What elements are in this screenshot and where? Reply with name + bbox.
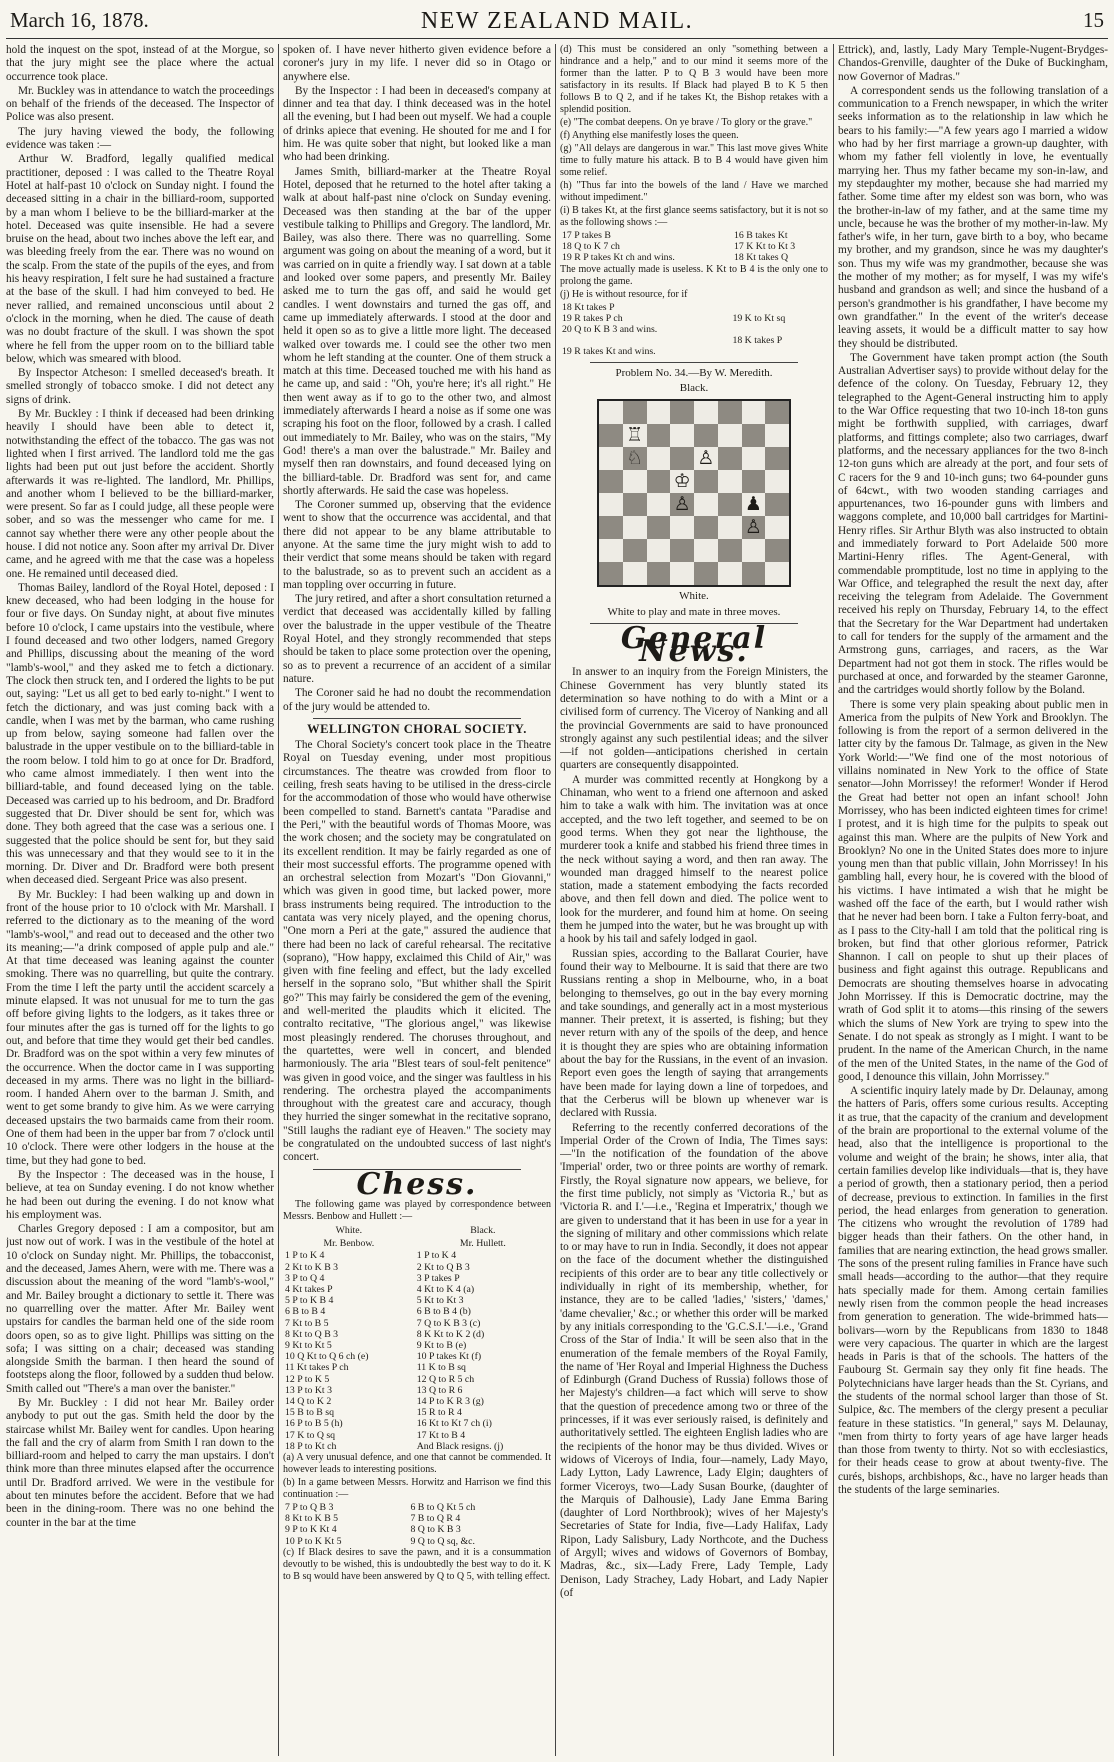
board-square — [694, 470, 718, 493]
choral-paragraph: The Choral Society's concert took place in the Theatre Royal on Tuesday evening, under most propitious circumstances. The theatre was crowded from floor to ceiling, fresh seats having to be utilised in the dress-circle for the accommodation of those who would have otherwise been compelled to stand. Barnett's cantata "Paradise and the Peri," with the beautiful words of Thomas Moore, was the work chosen; and the society may be congratulated on its excellent rendition. It may be fairly regarded as one of their most successful efforts. The programme opened with an orchestral selection from Mozart's "Don Giovanni," which was given in good time, but lacked power, more brass instruments being required. The introduction to the cantata was very nicely played, and the opening chorus, "One morn a Peri at the gate," assured the audience that there had been no lack of careful rehearsal. The recitative (soprano), "How happy, exclaimed this Child of Air," was given with fine feeling and effect, but the lady excelled herself in the soprano solo, "But whither shall the Spirit go?" This may fairly be considered the gem of the evening, and well-merited the plaudits which it elicited. The contralto recitative, "The glorious angel," was likewise most pleasingly rendered. The choruses throughout, and the quartettes, were well in concert, and blended harmoniously. The aria "Blest tears of soul-felt penitence" was given in good voice, and the singer was faultless in his rendering. The orchestra played the accompaniments throughout with the greatest care and accuracy, though they hurried the singer somewhat in the recitative soprano, "Still laughs the radiant eye of Heaven." The society may be congratulated on the undoubted success of last night's concert. — [283, 739, 551, 1164]
chess-note: (i) B takes Kt, at the first glance seems satisfactory, but it is not so as the following shows :— — [560, 205, 828, 228]
chess-piece-square: ♔ — [670, 470, 694, 493]
black-move: 18 Kt takes Q — [733, 252, 789, 264]
inquest-paragraph: By Mr. Buckley : I think if deceased had been drinking heavily I should have been able to detect it, notwithstanding the effect of the tobacco. The gas was not lighted when I first arrived. The landlord told me the gas lights had been put out just before the accident. Shortly afterwards it was re-lighted. The landlord, Mr. Phillips, and another whom I believed to be the billiard-marker, were present. So far as I could judge, all these people were sober, and so was the messenger who came for me. I cannot say whether there were any other people about the house. I did not notice any. Soon after my arrival Dr. Diver came, and he agreed with me that the case was a hopeless one. He remained until deceased died. — [6, 408, 274, 580]
chess-piece-square: ♖ — [623, 424, 647, 447]
news-paragraph: Ettrick), and, lastly, Lady Mary Temple-Nugent-Brydges-Chandos-Grenville, daughter of the Duke of Buckingham, now Governor of Madras." — [838, 44, 1108, 83]
masthead — [6, 6, 1108, 36]
board-square — [623, 470, 647, 493]
board-square — [765, 447, 789, 470]
board-square — [599, 401, 623, 424]
board-square — [742, 470, 766, 493]
news-paragraph: There is some very plain speaking about public men in America from the pulpits of New York and Brooklyn. The following is from the report of a sermon delivered in the latter city by the famous Dr. Talmage, as given in the New York World:—"We find one of the most notorious of villains nominated in New York to the office of State senator—John Morrissey! the reformer! Wonder if Herod the Great had better not open an infant school! John Morrissey, who has been indicted eighteen times for crime! I protest, and it is high time for the pulpits to speak out against this man. Where are the pulpits of New York and Brooklyn? No one in the United States does more to injure young men than that public villain, John Morrissey! In his gambling hall, every hour, he is covered with the blood of his victims. I have intimated a wish that he might be washed off the face of the earth, but I would rather wish that he never had been born. I take a Fulton ferry-boat, and as I pass to the City-hall I am told that the political ring is broken, but find that other glorious reformer, Patrick Shannon. I call on people to shut up their places of business and fight against this outrage. Republicans and Democrats are shouting themselves hoarse in advocating John Morrissey. If this is Democratic doctrine, may the wrath of God split it to atoms—this rinsing of the sewers which the slums of New York are trying to spew into the Senate. I do not speak as strongly as I might. I want to be prudent. In the name of the American Church, in the name of the men of the United States, in the name of the God of good, I denounce this villain, John Morrissey." — [838, 698, 1108, 1083]
inquest-paragraph: hold the inquest on the spot, instead of at the Morgue, so that the jury might see the place where the actual occurrence took place. — [6, 44, 274, 83]
black-move: 8 K Kt to K 2 (d) — [416, 1328, 485, 1340]
board-square — [599, 493, 623, 516]
column-3 — [560, 44, 828, 1756]
chess-note: (h) "Thus far into the bowels of the land / Have we marched without impediment." — [560, 180, 828, 203]
board-square — [599, 424, 623, 447]
move-row — [560, 335, 828, 346]
move-row — [283, 1374, 551, 1385]
move-row — [560, 324, 828, 335]
board-square — [623, 493, 647, 516]
black-move: 15 R to R 4 — [416, 1407, 462, 1419]
board-square — [765, 424, 789, 447]
inquest-paragraph: spoken of. I have never hitherto given evidence before a coroner's jury in my life. I never did so in Otago or anywhere else. — [283, 44, 551, 83]
chess-heading: Chess. — [356, 1166, 478, 1202]
chess-final-table — [560, 302, 828, 358]
board-square — [694, 562, 718, 585]
section-divider — [313, 718, 521, 719]
board-square — [742, 539, 766, 562]
move-row — [283, 1306, 551, 1317]
newspaper-title: NEW ZEALAND MAIL. — [420, 8, 694, 34]
inquest-paragraph: By Inspector Atcheson: I smelled deceased's breath. It smelled strongly of tobacco smoke. I did not detect any signs of drink. — [6, 367, 274, 406]
white-move: 5 P to K B 4 — [285, 1295, 334, 1307]
move-row — [283, 1318, 551, 1329]
board-square — [765, 493, 789, 516]
problem-title: Problem No. 34.—By W. Meredith. — [615, 366, 773, 379]
chess-note: (c) If Black desires to save the pawn, and it is a consummation devoutly to be wished, this is undoubtedly the best way to do it. K to B sq would have been answered by Q to Q 5, with telling effect. — [283, 1546, 551, 1582]
board-square — [718, 516, 742, 539]
white-move: 4 Kt takes P — [285, 1283, 333, 1295]
board-square — [647, 447, 671, 470]
white-move: 3 P to Q 4 — [285, 1272, 325, 1284]
board-square — [647, 562, 671, 585]
black-move: And Black resigns. (j) — [416, 1440, 504, 1452]
move-row — [283, 1273, 551, 1284]
column-rule — [833, 44, 834, 1756]
board-square — [765, 401, 789, 424]
inquest-paragraph: The jury having viewed the body, the following evidence was taken :— — [6, 125, 274, 152]
move-row — [283, 1340, 551, 1351]
board-square — [694, 493, 718, 516]
black-move: 13 Q to R 6 — [416, 1384, 463, 1396]
choral-heading: WELLINGTON CHORAL SOCIETY. — [307, 721, 527, 736]
white-move: 16 P to B 5 (h) — [285, 1418, 343, 1430]
inquest-paragraph: The Coroner summed up, observing that the evidence went to show that the occurrence was accidental, and that there did not appear to be any blame attributable to anyone. At the same time the jury might wish to add to their verdict that some means should be taken with regard to the balustrade, so as to prevent such an accident as a man toppling over occurring in future. — [283, 499, 551, 591]
chess-variation-table — [560, 230, 828, 264]
inquest-paragraph: Charles Gregory deposed : I am a compositor, but am just now out of work. I was in the vestibule of the hotel at 10 o'clock on Sunday night. Mr. Phillips, the tobacconist, and the deceased, James Ahern, were with me. There was a discussion about the meaning of the word "lamb's-wool," and Mr. Bailey brought a dictionary to settle it. There was no quarrelling over the matter. After Mr. Bailey went upstairs for candles the barman held one of the side room doors open, so as to give light. Phillips was sitting on the sofa; I was sitting on a chair; deceased was standing alongside Smith the barman. I then heard the sound of footsteps along the floor, followed by a sudden thud below. Smith called out "There's a man over the banister." — [6, 1223, 274, 1395]
black-move: 12 Q to R 5 ch — [416, 1373, 475, 1385]
black-side-label: Black. — [679, 381, 709, 394]
board-square — [718, 470, 742, 493]
move-row — [560, 302, 828, 313]
board-square — [623, 401, 647, 424]
white-move: 17 K to Q sq — [285, 1429, 336, 1441]
white-move: 19 R takes P ch — [562, 312, 623, 324]
black-move: 5 Kt to Kt 3 — [416, 1295, 464, 1307]
chess-intro: The following game was played by correspondence between Messrs. Benbow and Hullett :— — [283, 1198, 551, 1222]
white-move: 6 B to B 4 — [285, 1306, 326, 1318]
news-paragraph: Referring to the recently conferred decorations of the Imperial Order of the Crown of India, The Times says:—"In the notification of the foundation of the above 'Imperial' order, two or three points are worthy of remark. Firstly, the Royal signature now appears, we believe, for the first time publicly, not simply as 'Victoria R.,' but as 'Victoria R. and I.'—i.e., 'Regina et Imperatrix,' though we are given to understand that it has been in use for a year in the signing of military and other commissions which relate to or may have to run in India. Secondly, it does not appear on the face of the document whether the distinguished recipients of this order are to bear any title collectively or individually in right of its membership, whether, for instance, they are to be called 'ladies,' 'sisters,' 'dames,' 'dame chevalier,' &c.; or whether this order will be marked by any initials corresponding to the 'G.C.S.I.'—i.e., 'Grand Cross of the Star of India.' It will be seen also that in the enumeration of the female members of the Royal Family, the name of 'Her Royal and Imperial Highness the Duchess of Edinburgh (Grand Duchess of Russia) follows those of her Majesty's children—a fact which will serve to show that the question of precedence among two or three of the princesses, if it was ever seriously raised, is definitely and authoritatively settled. The eighteen English ladies who are the recipients of the honor may be thus divided. Wives or widows of Viceroys of India, four—namely, Lady Mayo, Lady Lytton, Lady Lawrence, Lady Elgin; daughters of former Viceroys, two—Lady Susan Bourke, (daughter of the Marquis of Dalhousie), Lady Jane Emma Baring (daughter of Lord Northbrook); wives of her Majesty's Secretaries of State for India, five—Lady Halifax, Lady Ripon, Lady Salisbury, Lady Northcote, and the Duchess of Argyll; wives and widows of Governors of Bombay, Madras, &c., six—Lady Frere, Lady Temple, Lady Denison, Lady Strachey, Lady Hobart, and Lady Napier (of — [560, 1121, 828, 1599]
white-move: 7 Kt to B 5 — [285, 1317, 329, 1329]
board-square — [742, 447, 766, 470]
board-square — [647, 539, 671, 562]
black-move: 19 K to Kt sq — [732, 312, 786, 324]
black-label: Black. — [470, 1224, 496, 1236]
black-move: 16 Kt to Kt 7 ch (i) — [416, 1418, 492, 1430]
board-square — [623, 562, 647, 585]
move-row — [283, 1284, 551, 1295]
white-move: 10 Q Kt to Q 6 ch (e) — [285, 1351, 369, 1363]
problem-caption: White to play and mate in three moves. — [607, 605, 781, 618]
board-square — [718, 539, 742, 562]
black-move: 18 K takes P — [732, 335, 783, 347]
news-paragraph: In answer to an inquiry from the Foreign Ministers, the Chinese Government has very bluntly stated its determination so have nothing to do with a Mint or a civilised form of currency. The Viceroy of Nanking and all the provincial Governments are said to have pronounced strongly against any such pestilential ideas; and the silver—if not golden—anticipations cherished in certain quarters are consequently disappointed. — [560, 666, 828, 772]
board-square — [694, 401, 718, 424]
white-move: 15 B to B sq — [285, 1407, 334, 1419]
move-row — [283, 1513, 551, 1524]
column-rule — [278, 44, 279, 1756]
board-square — [670, 447, 694, 470]
move-row — [560, 313, 828, 324]
board-square — [647, 516, 671, 539]
white-move: 9 P to K Kt 4 — [285, 1524, 337, 1536]
chess-note: (b) In a game between Messrs. Horwitz and Harrison we find this continuation :— — [283, 1477, 551, 1500]
board-square — [647, 470, 671, 493]
column-1 — [6, 44, 274, 1756]
black-move: 14 P to K R 3 (g) — [416, 1395, 484, 1407]
move-row — [283, 1362, 551, 1373]
chess-piece-square: ♘ — [623, 447, 647, 470]
black-move: 1 P to K 4 — [416, 1250, 457, 1262]
move-row — [560, 230, 828, 241]
board-square — [599, 470, 623, 493]
board-square — [694, 516, 718, 539]
white-move: 18 P to Kt ch — [285, 1440, 337, 1452]
news-paragraph: Russian spies, according to the Ballarat Courier, have found their way to Melbourne. It is said that there are two Russians renting a shop in Melbourne, who, in a boat belonging to themselves, go out in the bay every morning and take soundings, and generally act in a most mysterious manner. Their pretext, it is asserted, is fishing; but they never return with any of the spoils of the deep, and hence it is thought they are spies who are obtaining information about the bay for the Russians, in the event of an invasion. Report even goes the length of saying that arrangements have been made for laying down a line of torpedoes, and that the Cerberus will be blown up whenever war is declared with Russia. — [560, 947, 828, 1120]
inquest-paragraph: By the Inspector : The deceased was in the house, I believe, at tea on Sunday evening. I do not know whether he had been out during the evening. I do not know what his employment was. — [6, 1168, 274, 1221]
black-move — [730, 302, 828, 313]
black-move: 7 B to Q R 4 — [410, 1513, 461, 1525]
chess-game-table — [283, 1224, 551, 1452]
chess-note: The move actually made is useless. K Kt to B 4 is the only one to prolong the game. — [560, 263, 828, 287]
black-move: 3 P takes P — [416, 1272, 460, 1284]
white-label: White. — [335, 1224, 363, 1236]
board-square — [765, 470, 789, 493]
chess-note: (j) He is without resource, for if — [560, 288, 688, 300]
header-rule — [6, 38, 1108, 39]
black-move — [730, 346, 828, 357]
board-square — [718, 424, 742, 447]
board-square — [718, 401, 742, 424]
black-move: 7 Q to K B 3 (c) — [416, 1317, 481, 1329]
white-move: 13 P to Kt 3 — [285, 1384, 332, 1396]
move-row — [283, 1441, 551, 1452]
move-row — [283, 1407, 551, 1418]
black-move: 9 Q to Q sq, &c. — [410, 1535, 475, 1547]
chess-board — [597, 399, 791, 587]
board-square — [670, 562, 694, 585]
general-news-heading: General News. — [620, 620, 768, 670]
white-move: 17 P takes B — [562, 230, 611, 241]
board-square — [599, 562, 623, 585]
white-move: 9 Kt to Kt 5 — [285, 1339, 332, 1351]
board-square — [694, 539, 718, 562]
black-move: 9 Kt to B (e) — [416, 1339, 467, 1351]
news-paragraph: A correspondent sends us the following translation of a communication to a French newspaper, in which the writer seeks information as to the relationship in law which he bears to his family:—"A few years ago I married a widow who had by her first marriage a grown-up daughter, with whom my father fell violently in love, he eventually marrying her. Thus my father became my son-in-law, and my stepdaughter my mother, because she had married my father. Some time after my eldest son was born, who was the brother-in-law of my father, and at the same time my uncle, because he was the brother of my mother-in-law. My father's wife, in her turn, gave birth to a boy, who became my brother, and my grandson, since he was my daughter's son. Thus my wife was my grandmother, because she was the mother of my mother; as for myself, I was my wife's husband and grandson as well; and since the husband of a person's grandmother is his grandfather, I have become my own grandfather." In the event of the writer's decease leaving assets, it would be a difficult matter to say how they should be distributed. — [838, 84, 1108, 350]
move-row — [283, 1502, 551, 1513]
inquest-paragraph: Thomas Bailey, landlord of the Royal Hotel, deposed : I knew deceased, who had been lodging in the house for four or five days. On Sunday night, at about five minutes before 10 o'clock, I came upstairs into the vestibule, where I found deceased and two other lodgers, named Gregory and Phillips, discussing about the meaning of the word "lamb's-wool," and they asked me to fetch a dictionary. The clock then struck ten, and I ordered the lights to be put out, saying: "Let us all get to bed early to-night." I went to fetch the dictionary, and was just coming back with a candle, when I was met by the barman, who came rushing up from below, saying someone had fallen over the balustrade in the upper vestibule on to the billiard-table in the room below. I told him to go at once for Dr. Bradford, who came almost immediately. I then went into the billiard-table, and found deceased lying on the table. Deceased was carried up to his bedroom, and Dr. Bradford suggested that Dr. Diver should be sent for, which was done. They both agreed that the case was a serious one. I suggested that the police should be sent for, but they said this was unnecessary and that they would see to it in the morning. Dr. Diver and Dr. Bradford were both present when deceased died. Sergeant Price was also present. — [6, 581, 274, 887]
move-row — [283, 1329, 551, 1340]
inquest-paragraph: Arthur W. Bradford, legally qualified medical practitioner, deposed : I was called to the Theatre Royal Hotel at half-past 10 o'clock on Sunday night. I found the deceased sitting in a chair in the billiard-room, supported by a man whom I believe to be the billiard-marker at the hotel. Deceased was quite insensible. He had a severe bruise on the head, about two inches above the left ear, and was bleeding freely from the ear. There was no wound on the scalp. From the state of the pupils of the eyes, and from his heavy respiration, I felt sure he had sustained a fracture at the base of the skull. I had him conveyed to bed. He never rallied, and remained unconscious until about 2 o'clock in the morning, when he died. The cause of death was no doubt fracture of the skull. I was shown the spot where he fell from the upper room on to the billiard table below, which was smeared with blood. — [6, 153, 274, 365]
board-square — [718, 447, 742, 470]
board-square — [670, 424, 694, 447]
white-move: 19 R P takes Kt ch and wins. — [562, 252, 675, 264]
white-move: 2 Kt to K B 3 — [285, 1261, 339, 1273]
white-player: Mr. Benbow. — [323, 1238, 375, 1250]
column-4 — [838, 44, 1108, 1756]
move-row — [283, 1295, 551, 1306]
white-move: 18 Kt takes P — [562, 301, 615, 313]
move-row — [283, 1418, 551, 1429]
move-row — [283, 1262, 551, 1273]
chess-piece-square: ♙ — [742, 516, 766, 539]
inquest-paragraph: By Mr. Buckley : I did not hear Mr. Bailey order anybody to put out the gas. Smith held the door by the staircase whilst Mr. Bailey went for candles. Upon hearing the fall and the cry of alarm from Smith I ran down to the billiard-room and helped to carry the man upstairs. I don't think more than three minutes elapsed after the occurrence until Dr. Bradford arrived. We were in the vestibule for about ten minutes before the accident. Before that we had been in the dining-room. There was no one behind the counter in the bar at the time — [6, 1396, 274, 1529]
page-number: 15 — [1083, 8, 1104, 32]
move-row — [283, 1351, 551, 1362]
column-2 — [283, 44, 551, 1756]
chess-alt-table — [283, 1502, 551, 1547]
board-square — [623, 516, 647, 539]
chess-note: (d) This must be considered an only "something between a hindrance and a help," and to our mind it seems more of the former than the latter. P to Q B 3 would have been more satisfactory in its results. If Black had played B to K 5 then follows B to Q 2, and if he takes Kt, the Bishop retakes with a splendid position. — [560, 44, 828, 115]
white-side-label: White. — [679, 590, 709, 603]
move-row — [283, 1430, 551, 1441]
chess-note: (f) Anything else manifestly loses the queen. — [560, 130, 739, 141]
move-row — [283, 1524, 551, 1535]
chess-note: (a) A very unusual defence, and one that cannot be commended. It however leads to interesting positions. — [283, 1452, 551, 1475]
board-square — [765, 539, 789, 562]
move-row — [560, 241, 828, 252]
board-square — [647, 401, 671, 424]
white-move: 14 Q to K 2 — [285, 1395, 332, 1407]
chess-piece-square: ♙ — [670, 493, 694, 516]
white-move: 8 Kt to Q B 3 — [285, 1328, 339, 1340]
column-rule — [555, 44, 556, 1756]
black-move: 10 P takes Kt (f) — [416, 1351, 482, 1363]
white-move: 12 P to K 5 — [285, 1373, 330, 1385]
black-move — [730, 324, 828, 335]
board-square — [765, 562, 789, 585]
black-move: 8 Q to K B 3 — [410, 1524, 461, 1536]
black-move: 6 B to Q Kt 5 ch — [410, 1502, 476, 1513]
board-square — [765, 516, 789, 539]
board-square — [718, 493, 742, 516]
white-move: 10 P to K Kt 5 — [285, 1535, 342, 1547]
board-square — [647, 424, 671, 447]
board-square — [623, 539, 647, 562]
black-move: 2 Kt to Q B 3 — [416, 1261, 470, 1273]
white-move: 18 Q to K 7 ch — [562, 241, 620, 253]
inquest-paragraph: The Coroner said he had no doubt the recommendation of the jury would be attended to. — [283, 687, 551, 713]
inquest-paragraph: By the Inspector : I had been in deceased's company at dinner and tea that day. I think deceased was in the hotel all the evening, but I had been out myself. We had a couple of drinks apiece that evening. He shouted for me and I for him. He was quite sober that night, but looked like a man who had been drinking. — [283, 84, 551, 164]
news-paragraph: A murder was committed recently at Hongkong by a Chinaman, who went to a friend one afternoon and asked him to take a walk with him. The invitation was at once accepted, and the two left together, and seemed to be on good terms. When they got near the lighthouse, the murderer took a knife and stabbed his friend three times in the neck without saying a word, and then ran away. The wounded man dragged himself to the nearest police station, made a statement embodying the facts recorded above, and then fell down and died. The police went to look for the murderer, and found him at home. On seeing them he jumped into the water, but he was brought up with a hook by his tail and safely lodged in gaol. — [560, 773, 828, 946]
inquest-paragraph: Mr. Buckley was in attendance to watch the proceedings on behalf of the friends of the deceased. The Inspector of Police was also present. — [6, 84, 274, 124]
board-square — [718, 562, 742, 585]
chess-piece-square: ♟ — [742, 493, 766, 516]
move-row — [560, 252, 828, 263]
chess-note: (e) "The combat deepens. On ye brave / To glory or the grave." — [560, 117, 813, 128]
board-square — [599, 516, 623, 539]
news-paragraph: A scientific inquiry lately made by Dr. Delaunay, among the hatters of Paris, offers some curious results. Accepting it as true, that the capacity of the cranium and development of the brain are proportional to the external volume of the head, also that the intelligence is proportional to the volume and weight of the brain; he shows, inter alia, that certain families develop like individuals—that is, they have a period of growth, then a stationary period, then a period of decrease, previous to extinction. In families in the first period, the head enlarges from generation to generation. The citizens who wrought the revolution of 1789 had bigger heads than their fathers. On the other hand, in families that are nearing extinction, the head grows smaller. The sons of the present ruling families in France have such small heads—according to the author—that they require hats specially made for them. Among certain families newly risen from the common people the head increases from generation to generation. The wide-brimmed hats—bolivars—worn by the Republicans from 1830 to 1848 were very capacious. The quarter in which are the largest heads in Paris is that of the schools. The hatters of the Faubourg St. Germain say they only fit fine heads. The Polytechnicians have larger heads than the St. Cyrians, and the students of the normal school larger than those of St. Sulpice, &c. The members of the clergy present a peculiar feature in these statistics. "In general," says M. Delaunay, "men from thirty to forty years of age have larger heads than those from twenty to thirty. Not so with ecclesiastics, for their heads cease to grow at about twenty-five. The curés, bishops, archbishops, &c., have no larger heads than the students of the large seminaries. — [838, 1085, 1108, 1497]
news-paragraph: The Government have taken prompt action (the South Australian Advertiser says) to provide without delay for the defence of the colony. On Tuesday, February 12, they telegraphed to the Agent-General instructing him to apply to the War Office requesting that two 10-inch 18-ton guns might be forthwith supplied, with carriages, dwarf platforms, and fittings complete; also two carriages, dwarf platforms, and the necessary appliances for the two 8-inch 12-ton guns which are already at the port, and four sets of C racers for the 9 and 10-inch guns; two 64-pounder guns of 64cwt., with two wooden standing carriages and appurtenances, two 16-pounder guns with limbers and waggons complete, and 10,000 ball cartridges for Martini-Henry rifles. Sir Arthur Blyth was also instructed to obtain and immediately forward to Port Adelaide 500 more Martini-Henry rifles. The Agent-General, with commendable promptitude, lost no time in applying to the War Office, and telegraphed the result the next day, after receiving the telegram from Adelaide. The Government received his reply on Thursday, February 14, to the effect that the Secretary for the War Department had undertaken to call for tenders for the supply of the armament and the Armstrong guns, carriages, and racers, as the War Department had not got them in stock. The rifles would be purchased at once, and forwarded by the steamer Garonne, and the cartridges would shortly follow by the Boland. — [838, 351, 1108, 697]
black-move: 17 K Kt to Kt 3 — [733, 241, 796, 253]
move-row — [283, 1250, 551, 1261]
board-square — [742, 562, 766, 585]
white-move: 7 P to Q B 3 — [285, 1502, 334, 1513]
board-square — [599, 447, 623, 470]
white-move — [560, 335, 730, 346]
board-square — [670, 516, 694, 539]
move-row — [283, 1396, 551, 1407]
section-divider — [590, 362, 798, 363]
board-square — [647, 493, 671, 516]
chess-piece-square: ♙ — [694, 447, 718, 470]
white-move: 1 P to K 4 — [285, 1250, 325, 1262]
black-move: 11 K to B sq — [416, 1362, 466, 1374]
inquest-paragraph: The jury retired, and after a short consultation returned a verdict that deceased was accidentally killed by falling over the balustrade in the upper vestibule of the Theatre Royal Hotel, and they strongly recommended that steps should be taken to place some protection over the opening, so as to prevent a recurrence of an accident of a similar nature. — [283, 593, 551, 685]
board-square — [694, 424, 718, 447]
black-move: 16 B takes Kt — [733, 230, 788, 241]
board-square — [670, 539, 694, 562]
white-move: 19 R takes Kt and wins. — [562, 346, 656, 358]
board-square — [742, 424, 766, 447]
black-move: 4 Kt to K 4 (a) — [416, 1283, 475, 1295]
white-move: 20 Q to K B 3 and wins. — [562, 324, 658, 336]
board-square — [599, 539, 623, 562]
issue-date: March 16, 1878. — [10, 8, 149, 32]
inquest-paragraph: By Mr. Buckley: I had been walking up and down in front of the house prior to 10 o'clock with Mr. Marshall. I referred to the dictionary as to the meaning of the word "lamb's-wool," and read out to deceased and the other two its meaning;—"a drink composed of apple pulp and ale." At that time deceased was leaning against the counter smoking. There was no quarrelling, but quite the contrary. From the time I left the party until the accident scarcely a minute elapsed. It was not unusual for me to turn the gas off before giving lights to the lodgers, as it takes three or four minutes after the gas is turned off for the lights to go out, and before that time they would get their bed candles. Dr. Bradford was on the spot within a very few minutes of the occurrence. When the doctor came in I was supporting deceased in my arms. There was no light in the billiard-room. I handed Ahern over to the barman J. Smith, and went to get some brandy to give him. As we were carrying deceased upstairs the two barmaids came from their room. One of them had been in the upper bar from 7 o'clock until 10 o'clock. There were other lodgers in the house at the time, but they had gone to bed. — [6, 888, 274, 1167]
black-move: 6 B to B 4 (b) — [416, 1306, 471, 1318]
white-move: 11 Kt takes P ch — [285, 1362, 349, 1374]
inquest-paragraph: James Smith, billiard-marker at the Theatre Royal Hotel, deposed that he returned to the hotel after taking a walk at about half-past nine o'clock on Sunday evening. Deceased was then standing at the bar of the upper vestibule talking to Phillips and Gregory. The landlord, Mr. Bailey, was also there. There was no quarrelling. Some argument was going on about the meaning of a word, but it was carried on in quite a friendly way. I sat down at a table and looked over some papers, and presently Mr. Bailey asked me to turn the gas off, and said he would get candles. I went downstairs and turned the gas off, and came up immediately afterwards. I stood at the door and held it open so as to give a little more light. The deceased walked over towards me. I could see the other two men whom he left standing at the counter. One of them struck a match at this time. Deceased touched me with his hand as he came up, and said : "Oh, you're here; it's all right." He then went away as if to go to the other two, and almost immediately afterwards I heard a noise as if some one was scraping his foot on the floor, followed by a crash. I called out immediately to Mr. Bailey, who was on the stairs, "My God! there's a man over the balustrade." Mr. Bailey and myself then ran downstairs, and found deceased lying on the billiard-table. Dr. Bradford was sent for, and came shortly afterwards. He said the case was hopeless. — [283, 165, 551, 497]
chess-note: (g) "All delays are dangerous in war." This last move gives White time to fully mature his attack. B to B 4 would have given him some relief. — [560, 143, 828, 178]
move-row — [283, 1536, 551, 1547]
black-move: 17 Kt to B 4 — [416, 1429, 466, 1441]
board-square — [670, 401, 694, 424]
board-square — [742, 401, 766, 424]
move-row — [283, 1385, 551, 1396]
move-row — [560, 346, 828, 357]
white-move: 8 Kt to K B 5 — [285, 1513, 339, 1525]
black-player: Mr. Hullett. — [459, 1238, 506, 1250]
